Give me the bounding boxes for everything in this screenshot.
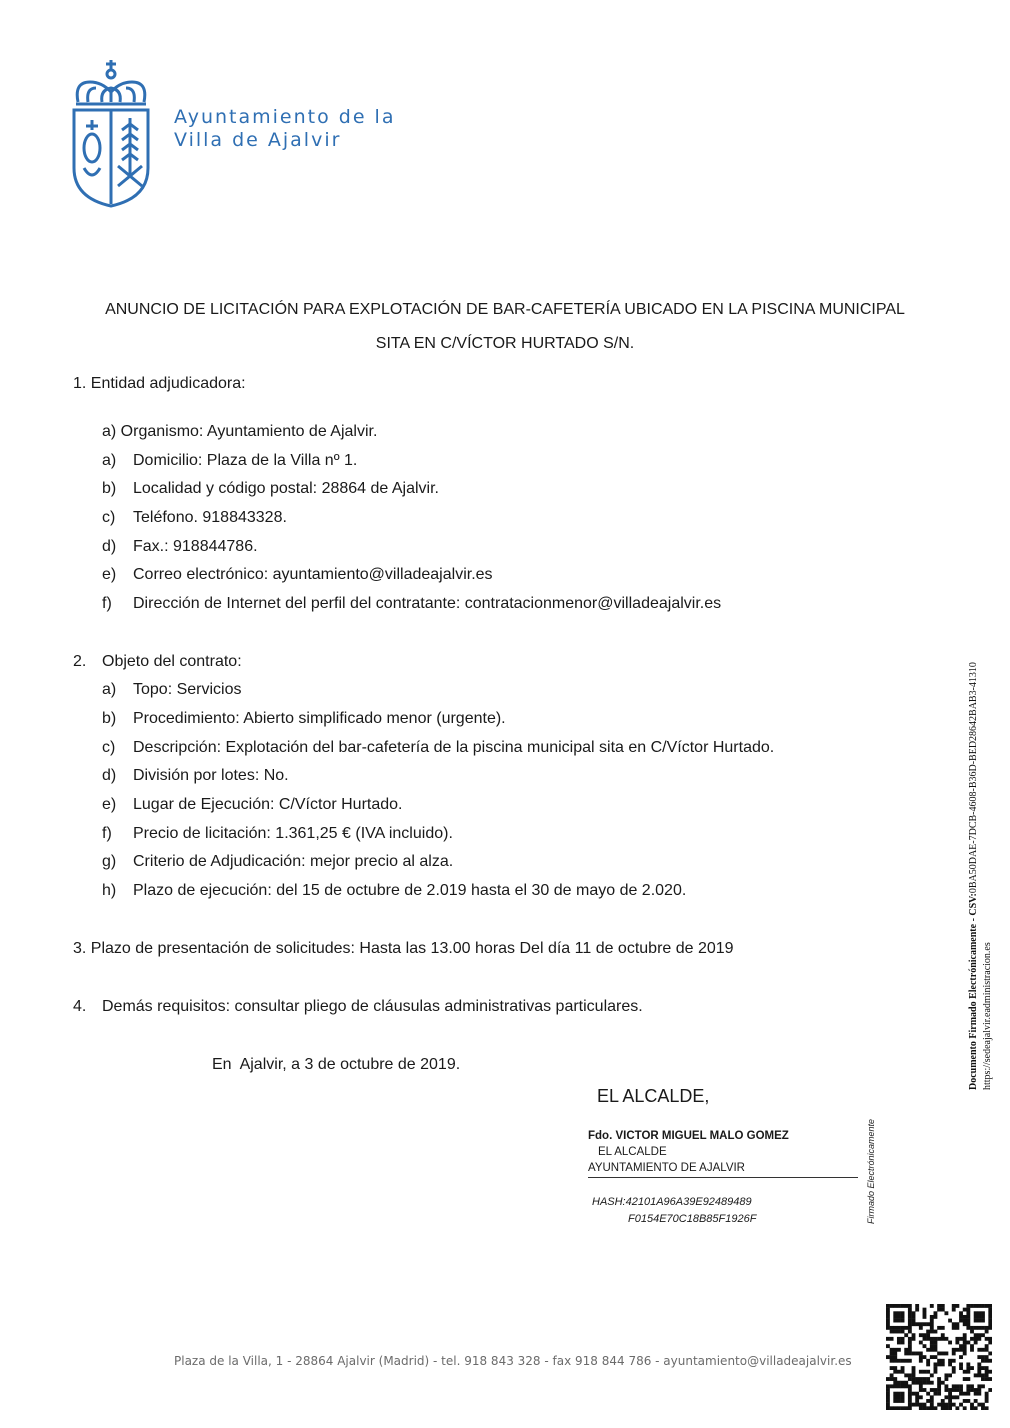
csv-url[interactable]: https://sedeajalvir.eadministracion.es (982, 942, 993, 1090)
item-letter: d) (102, 538, 117, 555)
signer-name: Fdo. VICTOR MIGUEL MALO GOMEZ (588, 1130, 789, 1142)
item-letter: e) (102, 796, 117, 813)
item-letter: f) (102, 595, 112, 612)
electronic-signature-stamp: Firmado Electrónicamente (866, 1118, 876, 1224)
csv-code: 0BA50DAE-7DCB-4608-B36D-BED28642BAB3-41310 (968, 662, 979, 894)
section-2-item-lotes: División por lotes: No. (133, 767, 289, 784)
signature-line (588, 1177, 858, 1178)
section-1-item-localidad: Localidad y código postal: 28864 de Ajalvir. (133, 480, 439, 497)
section-1-item-correo[interactable]: Correo electrónico: ayuntamiento@villadeajalvir.es (133, 566, 493, 583)
section-1-heading: 1. Entidad adjudicadora: (73, 375, 246, 392)
signer-entity: AYUNTAMIENTO DE AJALVIR (588, 1162, 745, 1174)
section-1-item-fax: Fax.: 918844786. (133, 538, 258, 555)
csv-verification (968, 662, 979, 1090)
section-2-item-lugar: Lugar de Ejecución: C/Víctor Hurtado. (133, 796, 403, 813)
csv-label: Documento Firmado Electrónicamente - CSV: (968, 893, 979, 1090)
item-letter: b) (102, 480, 117, 497)
item-letter: g) (102, 853, 117, 870)
section-4-number: 4. (73, 998, 87, 1015)
item-letter: d) (102, 767, 117, 784)
section-2-item-procedimiento: Procedimiento: Abierto simplificado menor (urgente). (133, 710, 506, 727)
section-2-heading: Objeto del contrato: (102, 653, 242, 670)
section-4-requisitos: Demás requisitos: consultar pliego de cláusulas administrativas particulares. (102, 998, 643, 1015)
section-3-plazo-presentacion: 3. Plazo de presentación de solicitudes: Hasta las 13.00 horas Del día 11 de octubre de 2019 (73, 940, 734, 957)
signer-role: EL ALCALDE (598, 1146, 667, 1158)
item-letter: h) (102, 882, 117, 899)
signature-hash-line1: HASH:42101A96A39E92489489 (592, 1196, 752, 1208)
item-letter: a) (102, 681, 117, 698)
section-1-item-perfil-contratante[interactable]: Dirección de Internet del perfil del contratante: contratacionmenor@villadeajalvir.es (133, 595, 722, 612)
title-line1: ANUNCIO DE LICITACIÓN PARA EXPLOTACIÓN DE BAR-CAFETERÍA UBICADO EN LA PISCINA MUNICIPAL (105, 301, 905, 318)
organization-name (174, 106, 395, 152)
item-letter: b) (102, 710, 117, 727)
title-line2: SITA EN C/VÍCTOR HURTADO S/N. (375, 335, 635, 352)
item-letter: e) (102, 566, 117, 583)
signature-title: EL ALCALDE, (597, 1086, 710, 1106)
qr-code-icon (886, 1304, 992, 1410)
section-2-item-criterio: Criterio de Adjudicación: mejor precio al alza. (133, 853, 454, 870)
document-title (40, 293, 970, 361)
item-letter: f) (102, 825, 112, 842)
section-2-item-plazo-ejecucion: Plazo de ejecución: del 15 de octubre de 2.019 hasta el 30 de mayo de 2.020. (133, 882, 687, 899)
item-letter: c) (102, 739, 116, 756)
section-1-item-domicilio: Domicilio: Plaza de la Villa nº 1. (133, 452, 358, 469)
org-name-line2: Villa de Ajalvir (174, 129, 342, 151)
section-2-number: 2. (73, 653, 87, 670)
coat-of-arms-icon (68, 58, 154, 210)
org-name-line1: Ayuntamiento de la (174, 106, 396, 128)
signature-hash-line2: F0154E70C18B85F1926F (628, 1213, 757, 1225)
section-2-item-descripcion: Descripción: Explotación del bar-cafetería de la piscina municipal sita en C/Víctor Hurtado. (133, 739, 775, 756)
section-2-item-tipo: Topo: Servicios (133, 681, 242, 698)
item-letter: a) (102, 452, 117, 469)
section-1-item-telefono: Teléfono. 918843328. (133, 509, 287, 526)
footer-contact: Plaza de la Villa, 1 - 28864 Ajalvir (Madrid) - tel. 918 843 328 - fax 918 844 786 - ayuntamiento@villadeajalvir.es (174, 1354, 852, 1368)
section-1-item-organismo: a) Organismo: Ayuntamiento de Ajalvir. (102, 423, 378, 440)
place-and-date: En Ajalvir, a 3 de octubre de 2019. (212, 1056, 461, 1073)
section-2-item-precio: Precio de licitación: 1.361,25 € (IVA incluido). (133, 825, 453, 842)
item-letter: c) (102, 509, 116, 526)
